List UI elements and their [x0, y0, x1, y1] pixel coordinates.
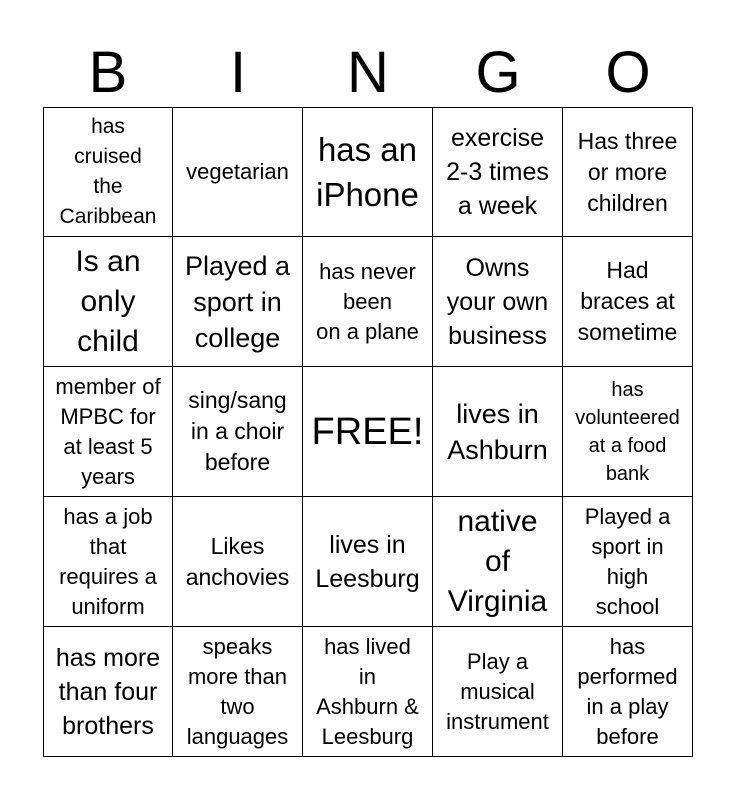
- cell-label: has cruised the Caribbean: [59, 115, 157, 228]
- bingo-cell[interactable]: [563, 367, 693, 497]
- bingo-cell[interactable]: [563, 107, 693, 237]
- bingo-cell[interactable]: [173, 497, 303, 627]
- header-letter-g: G: [475, 40, 521, 105]
- cell-label: lives in Leesburg: [315, 530, 420, 593]
- cell-label: Play a musical instrument: [446, 648, 549, 734]
- cell-label: has volunteered at a food bank: [575, 378, 680, 485]
- bingo-cell[interactable]: [433, 497, 563, 627]
- bingo-cell[interactable]: [433, 367, 563, 497]
- cell-label: has performed in a play before: [577, 633, 678, 749]
- bingo-cell[interactable]: [303, 107, 433, 237]
- cell-label: native of Virginia: [447, 504, 548, 618]
- bingo-cell[interactable]: [173, 627, 303, 757]
- bingo-cell[interactable]: [433, 237, 563, 367]
- cell-label: Played a sport in high school: [584, 503, 671, 619]
- bingo-board: [43, 107, 693, 757]
- cell-label: has lived in Ashburn & Leesburg: [316, 633, 419, 749]
- cell-label: Had braces at sometime: [577, 257, 678, 345]
- cell-label: Has three or more children: [577, 127, 678, 216]
- bingo-cell[interactable]: [173, 367, 303, 497]
- bingo-cell[interactable]: [43, 497, 173, 627]
- bingo-cell[interactable]: [563, 237, 693, 367]
- cell-label: Likes anchovies: [185, 532, 290, 590]
- bingo-cell[interactable]: [303, 497, 433, 627]
- cell-label: member of MPBC for at least 5 years: [55, 373, 161, 489]
- cell-label: lives in Ashburn: [447, 398, 548, 465]
- cell-label: has never been on a plane: [316, 258, 419, 344]
- header-letter-b: B: [88, 40, 128, 105]
- cell-label: Played a sport in college: [184, 250, 291, 353]
- bingo-cell[interactable]: [303, 237, 433, 367]
- free-space[interactable]: [303, 367, 433, 497]
- bingo-cell[interactable]: [563, 497, 693, 627]
- cell-label: has an iPhone: [316, 131, 419, 213]
- bingo-cell[interactable]: [173, 237, 303, 367]
- cell-label: Owns your own business: [446, 253, 549, 350]
- free-space-label: FREE!: [311, 410, 424, 453]
- bingo-cell[interactable]: [303, 627, 433, 757]
- cell-label: exercise 2-3 times a week: [446, 124, 549, 220]
- bingo-cell[interactable]: [433, 107, 563, 237]
- bingo-cell[interactable]: [43, 627, 173, 757]
- bingo-cell[interactable]: [43, 237, 173, 367]
- header-letter-o: O: [605, 40, 651, 105]
- header-letter-i: I: [229, 40, 247, 105]
- bingo-cell[interactable]: [43, 367, 173, 497]
- bingo-cell[interactable]: [433, 627, 563, 757]
- cell-label: speaks more than two languages: [186, 633, 289, 749]
- header-letter-n: N: [347, 40, 389, 105]
- bingo-cell[interactable]: [173, 107, 303, 237]
- bingo-cell[interactable]: [43, 107, 173, 237]
- bingo-header: [43, 40, 693, 106]
- cell-label: has more than four brothers: [55, 643, 161, 740]
- bingo-cell[interactable]: [563, 627, 693, 757]
- cell-label: sing/sang in a choir before: [188, 387, 287, 475]
- cell-label: Is an only child: [75, 244, 141, 358]
- cell-label: vegetarian: [186, 159, 289, 184]
- cell-label: has a job that requires a uniform: [59, 503, 157, 619]
